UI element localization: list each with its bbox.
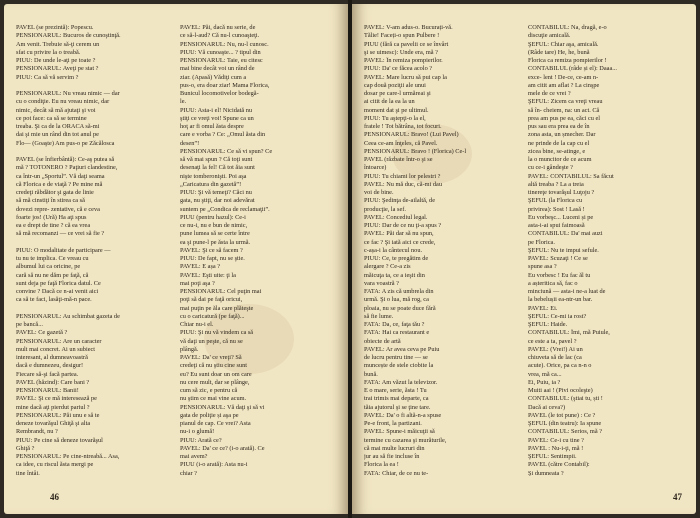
text-line: plângă. bbox=[180, 345, 199, 353]
text-line: credeţi răbdător şi gata de linie bbox=[16, 189, 94, 196]
text-line: Flo— (Goaşte) Am pus-o pe Zăcălosca bbox=[16, 139, 115, 147]
text-line: mă ? TOTONERO ? Paţiuri clandestine, bbox=[16, 164, 118, 172]
text-line: PIUU (fără ca pavelii ce se învârt bbox=[364, 40, 449, 48]
text-line: CONTABILUL (râde și el): Daaa... bbox=[528, 65, 617, 73]
text-line: nimic, decât să mă ajutaţi şi voi bbox=[16, 106, 96, 114]
text-line: vă daţi un peşte, că nu se bbox=[180, 337, 243, 345]
text-line: dovezi repre- zentative, că e ceva bbox=[16, 205, 100, 213]
text-line: PAVEL (hăzind): Care bani ? bbox=[16, 378, 90, 386]
text-line: prea am pus pe ea, căci cu el bbox=[528, 114, 601, 122]
text-line: dacă e dumnezeu, desigur! bbox=[16, 362, 84, 370]
text-line: PAVEL: Da' ce vreţi? Să bbox=[180, 354, 242, 361]
right-page-column-2 bbox=[528, 24, 684, 476]
text-line: mai avem? bbox=[180, 453, 208, 460]
text-line: PAVEL: (Vrei!) Ai un bbox=[528, 345, 583, 353]
text-line: ce să-l-aud? Că nu-l cunoaşteţi. bbox=[180, 32, 260, 40]
text-line: PIUU: Da' ce făcea acolo ? bbox=[364, 65, 433, 73]
text-line: de lucru pentru tine — se bbox=[364, 354, 428, 361]
text-line: Ceea ce-am înţeles, că Pavel. bbox=[364, 139, 438, 147]
text-line: vrea, mă ca... bbox=[528, 370, 562, 378]
text-line: dai şi mie un rând din tot anul pe bbox=[16, 131, 99, 139]
text-line: mai bine decât voi un rând de bbox=[180, 65, 255, 73]
text-line: Şi dumneata ? bbox=[528, 469, 564, 476]
text-line: PAVEL: Eşti uite: ţi la bbox=[180, 271, 236, 279]
text-line: Ghiţă ? bbox=[16, 444, 35, 452]
text-line: ca într-un „Sportul”. Vă daţi seama bbox=[16, 172, 105, 180]
text-line: PAVEL (către Contabil): bbox=[528, 461, 590, 469]
text-line: cap două poziţii ale unui bbox=[364, 81, 426, 89]
text-line: PIUU: De unde le-aţi pe toate ? bbox=[16, 57, 96, 64]
text-line: hoţ ar fi omul ăsta despre bbox=[180, 123, 244, 130]
text-line: PENSIONARUL: Taie, eu citesc bbox=[180, 57, 263, 64]
text-line: PAVEL: Păi dar să nu spun, bbox=[364, 230, 434, 238]
text-line: ŞEFUL: Sentimpii. bbox=[528, 453, 577, 460]
text-line: chiar ? bbox=[180, 469, 197, 476]
text-line: PAVEL: Da' ce ce? (i-o arată). Ce bbox=[180, 444, 265, 452]
text-line: PENSIONARUL: Bucuros de cunoştinţă. bbox=[16, 32, 121, 40]
text-line: PIUU: Şi nu vă vindem ca să bbox=[180, 329, 254, 337]
text-line: interesant, al dumneavoastră bbox=[16, 354, 88, 361]
text-line: ce fac ? Şi iată aici ce crede, bbox=[364, 238, 436, 246]
text-line: PAVEL: Nu mă duc, că-mi dau bbox=[364, 180, 443, 188]
text-line: le. bbox=[180, 98, 187, 106]
text-line: foarte jos! (Ură) Ha aţi spus bbox=[16, 213, 87, 221]
text-line: CONTABILUL: Îmi, mă Puiule, bbox=[528, 329, 610, 337]
text-line: discuţie amicală. bbox=[528, 32, 571, 40]
text-line: PIUU: Dar de ce nu ţi-a spus ? bbox=[364, 222, 442, 229]
text-line: PAVEL: Ce-i cu tine ? bbox=[528, 436, 584, 444]
text-line: pianul de cap. Ce vrei? Asta bbox=[180, 420, 251, 427]
text-line: FATA: Da, ce, faţa tău ? bbox=[364, 321, 425, 328]
text-line: nişte tomberonişti. Poi aşa bbox=[180, 172, 247, 180]
text-line: producţie, la sef. bbox=[364, 205, 406, 213]
text-line: mai poţi aşa ? bbox=[180, 279, 215, 287]
text-line: zona asta, un șmecher. Dar bbox=[528, 131, 596, 139]
text-line: gata, nu ştiţi, dar noi adevărat bbox=[180, 197, 255, 205]
text-line: PAVEL: Păi, dacă nu serie, de bbox=[180, 24, 256, 31]
text-line: Muiti aai ! (Pivi ocoleşte) bbox=[528, 387, 593, 394]
text-line: PENSIONARUL: Păi unu e să te bbox=[16, 411, 100, 419]
text-line: mult mai concret. Ai un subiect bbox=[16, 345, 96, 353]
text-line: gata de poliţie și aşa pe bbox=[180, 411, 239, 419]
text-line: PAVEL (se înfierbântă): Ce-aş putea să bbox=[16, 156, 115, 163]
text-line: PAVEL: Şi ce mă interesează pe bbox=[16, 395, 97, 403]
text-line: fratele ! Tot bătrâna, tot focuri. bbox=[364, 123, 442, 130]
text-line: bună. bbox=[364, 370, 378, 378]
text-line: pune lumea să se certe între bbox=[180, 230, 250, 238]
text-line: că mai multe lucruri din bbox=[364, 444, 425, 452]
right-page bbox=[352, 4, 696, 514]
text-line: PIUU: Arată ce? bbox=[180, 436, 222, 444]
text-line: tine întâi. bbox=[16, 469, 40, 476]
text-line: ziar. (Apasă) Vădiţi cum a bbox=[180, 73, 247, 81]
text-line: acute). Orice, pa ca n-n o bbox=[528, 362, 592, 370]
text-line: PENSIONARUL: Bravo! (Lui Pavel) bbox=[364, 131, 459, 139]
text-line: desen”! bbox=[180, 139, 200, 147]
text-line: PAVEL: Scuzaţi ! Ce se bbox=[528, 255, 588, 262]
text-line: treaba. Şi ca de la ORACA să-mi bbox=[16, 123, 100, 130]
text-line: PAVEL: CONTABILUL: Sa făcut bbox=[528, 172, 614, 180]
text-line: la o muncitor de ce acum bbox=[528, 156, 592, 163]
text-line: zicea bine, se-atinge, e bbox=[528, 147, 586, 155]
text-line: trai trimis mai departe, ca bbox=[364, 395, 429, 403]
text-line: cu o caricatură (pe faţă)... bbox=[180, 312, 245, 320]
text-line: nu-i o glumă! bbox=[180, 428, 215, 436]
text-line: Tălie! Faceți-o spun Pulbere ! bbox=[364, 32, 440, 40]
text-line: sunt deja pe faţă Florica datul. Ce bbox=[16, 279, 101, 287]
text-line: tăia ajutorul şi se ţine tare. bbox=[364, 403, 431, 411]
text-line: să mă cinstiţi în stirea ca să bbox=[16, 197, 85, 205]
text-line bbox=[16, 239, 172, 247]
text-line: ca idee, cu riscul ăsta mergi pe bbox=[16, 461, 94, 469]
text-line: eu? Eu sunt doar un om care bbox=[180, 370, 252, 378]
right-page-column-1 bbox=[364, 24, 520, 476]
text-line: întoarce) bbox=[364, 164, 387, 172]
text-line: ŞEFUL (la Florica cu bbox=[528, 197, 583, 205]
text-line: PENSIONARUL: Cel puţin mai bbox=[180, 288, 262, 295]
text-line: PAVEL (răzbate într-o şi se bbox=[364, 156, 433, 163]
text-line: altă treaba ? La a treia bbox=[528, 180, 584, 188]
text-line: ai citit de la ea la un bbox=[364, 98, 415, 106]
text-line: FATA: Hai ca restaurant e bbox=[364, 329, 430, 337]
text-line: să fie lume. bbox=[364, 312, 394, 320]
text-line: tinereţe tovarăşul Luţoju ? bbox=[528, 189, 595, 196]
right-page-number: 47 bbox=[673, 492, 682, 502]
text-line: la bebelușii ea-ntr-un bar. bbox=[528, 296, 593, 304]
text-line: mine dacă aţi pierdut pariul ? bbox=[16, 403, 90, 411]
text-line: ea şi pune-l pe ăsta la urmă. bbox=[180, 238, 251, 246]
text-line: mai puţin pe ăla care plăteşte bbox=[180, 304, 254, 312]
text-line: ŞEFUL: Nu te impui sefule. bbox=[528, 246, 599, 254]
text-line: jur au să fie incluse în bbox=[364, 453, 420, 460]
text-line: Eu vorbeşc... Luceni și pe bbox=[528, 213, 594, 221]
text-line: ea e drept de tine ? că ea vrea bbox=[16, 222, 91, 229]
text-line: măicuţa ta, ce a ieşit din bbox=[364, 271, 425, 279]
text-line: Chiar nu-i el. bbox=[180, 321, 214, 328]
text-line: „Caricatura din gazetă”! bbox=[180, 180, 242, 188]
left-page bbox=[4, 4, 348, 514]
text-line: ŞEFUL: Ce-mi ia rost? bbox=[528, 312, 587, 320]
text-line: asta-i-ai spui faimoasă bbox=[528, 222, 585, 229]
text-line: ştiţi ce vreţi voi! Spune ca un bbox=[180, 114, 254, 122]
text-line: PAVEL: V-am adus-o. Bucurați-vă. bbox=[364, 24, 453, 31]
text-line: desenaţi la fel! Că tot ăia sunt bbox=[180, 164, 255, 172]
text-line: poţi să dai pe faţă oricui, bbox=[180, 296, 243, 304]
text-line: termine cu cazarea şi murăturile, bbox=[364, 436, 447, 444]
text-line: PIUU: Ce, te pregătim de bbox=[364, 255, 429, 262]
text-line: FATA: Chiar, de ce nu te- bbox=[364, 469, 429, 476]
text-line: ne prinde de la cap cu el bbox=[528, 139, 590, 147]
text-line: PENSIONARUL: Aveţi pe stat ? bbox=[16, 65, 99, 73]
text-line: PENSIONARUL: Are un caracter bbox=[16, 337, 102, 345]
text-line: deneze tovarăşul Ghiţă şi alta bbox=[16, 420, 91, 427]
text-line: PAVEL : Nu-i-ţi, mă ! bbox=[528, 444, 584, 452]
text-line: suntem pe „Condica de reclamaţii”. bbox=[180, 205, 270, 213]
text-line: cum să zic, e pentru că bbox=[180, 387, 238, 394]
text-line: CONTABILUL: Serios, mă ? bbox=[528, 428, 602, 436]
text-line: PIUU (pentru hazul): Ce-i bbox=[180, 213, 246, 221]
text-line: ploaia, nu se poate duce fără bbox=[364, 304, 436, 312]
text-line: CONTABILUL: Da' mai auzi bbox=[528, 230, 603, 238]
text-line: exce- lent ! De-ce, ce-am n- bbox=[528, 73, 599, 81]
text-line: PENSIONARUL: Nu, nu-l cunosc. bbox=[180, 40, 269, 48]
text-line: ŞEFUL (din teatru): Ia spune bbox=[528, 420, 602, 427]
text-line: convine ? Dacă ce n-ai venit aici bbox=[16, 288, 99, 295]
text-line: PENSIONARUL: Pe cine-ntreabă... Asa, bbox=[16, 453, 120, 460]
text-line: alergare ? Ce-a zis bbox=[364, 263, 411, 271]
text-line: Florica ca remiza pompierilor ! bbox=[528, 57, 607, 64]
text-line: PAVEL (se prezintă): Popescu. bbox=[16, 24, 94, 31]
text-line: PAVEL: Ei. bbox=[528, 304, 558, 312]
text-line: pus sau era prea ea de în bbox=[528, 123, 590, 130]
left-page-column-2 bbox=[180, 24, 336, 476]
text-line: să în- cheiem, na: un act. Că bbox=[528, 106, 600, 114]
text-line: PENSIONARUL: Ce să vi spun? Ce bbox=[180, 147, 273, 155]
text-line: ce este a ta, pavel ? bbox=[528, 337, 577, 345]
text-line: moment dat şi pe ultimul. bbox=[364, 106, 429, 114]
text-line: şi se uimesc): Unde era, mă ? bbox=[364, 48, 438, 56]
text-line bbox=[16, 305, 172, 313]
text-line: ŞEFUL: Haide. bbox=[528, 321, 568, 328]
text-line: Eu vorbesc ! Eu fac ăl tu bbox=[528, 271, 591, 279]
text-line: Ei, Puiu, ia ? bbox=[528, 378, 561, 386]
text-line: că Florica e de viaţă ? Pe mine mă bbox=[16, 180, 103, 188]
text-line: mele de ce vrei ? bbox=[528, 90, 571, 97]
text-line bbox=[16, 82, 172, 90]
text-line: Florica la ea ! bbox=[364, 461, 399, 469]
text-line: muncește de stele ciobite la bbox=[364, 362, 434, 370]
text-line: pus-o, era doar ziar! Mama Florica, bbox=[180, 81, 270, 89]
text-line: Dacă ai ceva?) bbox=[528, 403, 566, 411]
text-line: spune asa ? bbox=[528, 263, 557, 271]
text-line: obiecte de artă bbox=[364, 337, 401, 345]
text-line: voi de bine. bbox=[364, 189, 394, 196]
text-line bbox=[16, 148, 172, 156]
text-line: urmă. Şi o lua, mă rog, ca bbox=[364, 296, 429, 304]
text-line: care e vorba ? Ce: „Omul ăsta din bbox=[180, 131, 266, 139]
text-line: PAVEL: Spune-i măicuţii să bbox=[364, 428, 435, 436]
text-line: să vă mai spun ? Că toţi sunt bbox=[180, 156, 253, 163]
text-line: PAVEL: Şi ce să facem ? bbox=[180, 246, 243, 254]
right-page-columns bbox=[364, 24, 684, 476]
text-line: PAVEL: Mare lucru să pui cap la bbox=[364, 73, 447, 81]
text-line: PAVEL (le tot pune) : Ce ? bbox=[528, 411, 596, 419]
text-line: PENSIONARUL: Au schimbat gazeta de bbox=[16, 312, 120, 320]
text-line: am citit am aflat ? La cinşpe bbox=[528, 81, 600, 89]
text-line: Pe-e front, la partizani. bbox=[364, 420, 422, 427]
text-line: ŞEFUL: Zicem ca vreţi vreau bbox=[528, 98, 603, 106]
text-line: PAVEL: Ar avea ceva pe Puiu bbox=[364, 345, 440, 353]
text-line: a așteritica să, fac o bbox=[528, 279, 578, 287]
text-line: PIUU: Tu chiami lor pelestri ? bbox=[364, 172, 441, 180]
text-line: ca să te faci, lasăţi-mă-n pace. bbox=[16, 296, 92, 304]
text-line: minciună — asta-i ne-a luat de bbox=[528, 288, 606, 295]
text-line: PIUU: Şedinţa de-ailaltă, de bbox=[364, 197, 435, 205]
text-line: (Râde tare) He, he, bună bbox=[528, 48, 590, 56]
text-line: ce pot face: ca să se termine bbox=[16, 114, 87, 122]
text-line: CONTABILUL: (ştiai tu, ști ! bbox=[528, 395, 603, 403]
text-line: PIUU: Tu aştepţi-o la el, bbox=[364, 114, 426, 122]
text-line: PAVEL: Ce gazetă ? bbox=[16, 329, 68, 337]
text-line: PIUU: Şi vă temeţi? Căci nu bbox=[180, 189, 252, 196]
text-line: albumul lui ca oricine, pe bbox=[16, 263, 81, 271]
text-line: PIUU: De fapt, nu se ştie. bbox=[180, 255, 245, 262]
text-line: PIUU: Asta-i el! Nicidată nu bbox=[180, 106, 253, 114]
text-line: Fiecare să-şi facă partea. bbox=[16, 370, 79, 378]
text-line: PENSIONARUL: Vă daţi şi să vi bbox=[180, 403, 265, 411]
text-line: PENSIONARUL: Bravo ! (Florica) Ce-l bbox=[364, 147, 467, 155]
text-line: vara voastră ? bbox=[364, 279, 399, 287]
text-line: sfat cu privire la o treabă. bbox=[16, 48, 81, 56]
text-line: tu nu te implica. Ce vreau cu bbox=[16, 255, 89, 262]
text-line: PENSIONARUL: Banii! bbox=[16, 387, 79, 394]
text-line: PENSIONARUL: Nu vreau nimic — dar bbox=[16, 90, 120, 97]
text-line: E o mare, serie, ăsta ! Tu bbox=[364, 387, 427, 394]
text-line: cu o condiţie. Eu nu vreau nimic, dar bbox=[16, 98, 110, 106]
text-line: credeţi că nu ştiu cine sunt bbox=[180, 362, 247, 370]
text-line: ce nu-i, nu e bun de nimic, bbox=[180, 222, 248, 229]
text-line: PIUU: O modalitate de participare — bbox=[16, 246, 111, 254]
text-line: Am venit. Trebuie să-ţi cerem un bbox=[16, 40, 100, 48]
text-line: PAVEL: Concediul legal. bbox=[364, 213, 428, 221]
text-line: pe bancă... bbox=[16, 321, 43, 328]
text-line: PAVEL: E așa ? bbox=[180, 263, 221, 271]
text-line: PAVEL: Da' o fi altă-n-a spuse bbox=[364, 411, 442, 419]
text-line: Rembrandt, nu ? bbox=[16, 428, 58, 436]
text-line: privirea): Sost ! Lasă ! bbox=[528, 205, 585, 213]
text-line: cară să nu ne dăm pe faţă, că bbox=[16, 271, 89, 279]
text-line: PIUU (i-o arată): Asta nu-i bbox=[180, 461, 248, 469]
left-page-number: 46 bbox=[50, 492, 59, 502]
text-line: FATA: A zis că umbrela din bbox=[364, 288, 434, 295]
left-page-column-1 bbox=[16, 24, 172, 476]
text-line: FATA: Am văzut la televizor. bbox=[364, 378, 438, 386]
text-line: dosar pe care-l urmăreai şi bbox=[364, 90, 431, 97]
text-line: PIUU: Pe cine să deneze tovarăşul bbox=[16, 436, 103, 444]
text-line: chiuveta să de lac (ca bbox=[528, 354, 582, 361]
text-line: cu ce-i gândeşte ? bbox=[528, 164, 573, 172]
text-line: PIUU: Ca să vă servim ? bbox=[16, 73, 79, 81]
text-line: CONTABILUL: Na, dragă, e-o bbox=[528, 24, 607, 31]
left-page-columns bbox=[16, 24, 336, 476]
text-line: c-așa-i la cântecul nou. bbox=[364, 246, 423, 254]
text-line: PAVEL: În remiza pompierilor. bbox=[364, 57, 443, 64]
text-line: să mă recomanzi — ce vrei să fie ? bbox=[16, 230, 105, 238]
text-line: PIUU: Vă cunoaşte... ? tipul din bbox=[180, 48, 261, 56]
text-line: nu ştim ce mai vine acum. bbox=[180, 395, 247, 403]
text-line: ŞEFUL: Chiar aşa, amicală. bbox=[528, 40, 599, 48]
text-line: Bunicul locomotivelor bodegă- bbox=[180, 90, 259, 97]
text-line: nu cere mult, dar se plânge, bbox=[180, 378, 250, 386]
text-line: pe Florica. bbox=[528, 238, 555, 246]
